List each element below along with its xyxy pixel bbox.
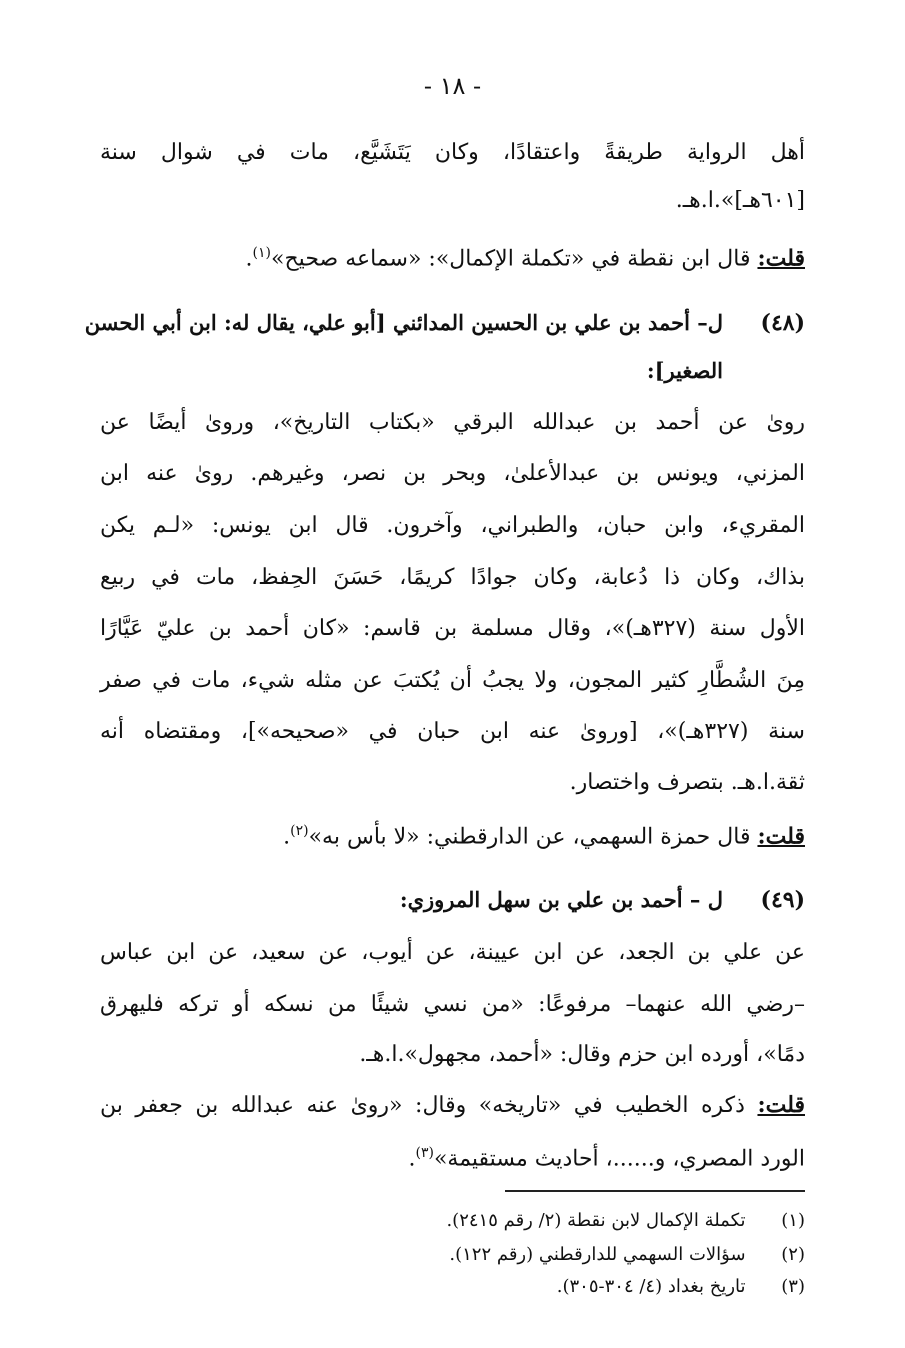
text-line: مِنَ الشُطَّارِ كثير المجون، ولا يجبُ أن يُكتبَ عن مثله شيء، مات في صفر (100, 668, 805, 693)
entry-heading: ل – أحمد بن علي بن سهل المروزي: (399, 887, 723, 912)
text-line: [٦٠١هـ]».ا.هـ. (675, 188, 805, 213)
footnote (100, 1208, 805, 1234)
page-number: - ١٨ - (423, 72, 482, 100)
text-line: المقريء، وابن حبان، والطبراني، وآخرون. قال ابن يونس: «لـم يكن (100, 513, 805, 538)
footnote-text: سؤالات السهمي للدارقطني (رقم ١٢٢). (449, 1244, 746, 1265)
footnote-separator (505, 1190, 805, 1192)
text-line (100, 1138, 805, 1174)
note-text: قال حمزة السهمي، عن الدارقطني: «لا بأس به» (308, 824, 758, 850)
footnote-ref: (٣) (415, 1145, 434, 1161)
entry-heading: ل– أحمد بن علي بن الحسين المدائني [أبو علي، يقال له: ابن أبي الحسن (84, 310, 723, 335)
text-line: أهل الرواية طريقةً واعتقادًا، وكان يَتَشَيَّع، مات في شوال سنة (100, 140, 805, 165)
footnote-number: (٢) (781, 1244, 805, 1265)
note-line (100, 816, 805, 852)
footnote-number: (٣) (781, 1276, 805, 1297)
note-line (100, 238, 805, 274)
text-line: روىٰ عن أحمد بن عبدالله البرقي «بكتاب التاريخ»، وروىٰ أيضًا عن (100, 410, 805, 435)
footnote-ref: (١) (252, 245, 272, 261)
text-line: المزني، ويونس بن عبدالأعلىٰ، وبحر بن نصر، وغيرهم. روىٰ عنه ابن (100, 461, 805, 486)
footnote (100, 1242, 805, 1268)
footnote (100, 1274, 805, 1300)
footnote-ref: (٢) (290, 823, 309, 839)
note-label: قلت: (757, 823, 805, 850)
text-end: . (408, 1146, 416, 1172)
text-line: الأول سنة (٣٢٧هـ)»، وقال مسلمة بن قاسم: «كان أحمد بن عليّ عَيَّارًا (100, 616, 805, 641)
note-end: . (283, 824, 291, 850)
note-label: قلت: (757, 245, 805, 272)
footnote-text: تاريخ بغداد (٤/ ٣٠٤-٣٠٥). (556, 1276, 746, 1297)
note-line (100, 1090, 805, 1121)
text-line: –رضي الله عنهما– مرفوعًا: «من نسي شيئًا من نسكه أو تركه فليهرق (100, 992, 805, 1017)
note-end: . (245, 246, 253, 272)
note-text: ذكره الخطيب في «تاريخه» وقال: «روىٰ عنه عبدالله بن جعفر بن (100, 1093, 758, 1118)
entry-number: (٤٨) (760, 310, 805, 336)
text-line: سنة (٣٢٧هـ)»، [وروىٰ عنه ابن حبان في «صحيحه»]، ومقتضاه أنه (100, 719, 805, 744)
text-line: دمًا»، أورده ابن حزم وقال: «أحمد، مجهول».ا.هـ. (359, 1042, 805, 1067)
entry-number: (٤٩) (760, 887, 805, 913)
text-line: بذاك، وكان ذا دُعابة، وكان جوادًا كريمًا، حَسَنَ الحِفظ، مات في ربيع (100, 565, 805, 590)
text-line: عن علي بن الجعد، عن ابن عيينة، عن أيوب، عن سعيد، عن ابن عباس (100, 940, 805, 965)
note-text: قال ابن نقطة في «تكملة الإكمال»: «سماعه صحيح» (271, 246, 758, 272)
text-span: الورد المصري، و......، أحاديث مستقيمة» (433, 1146, 805, 1172)
note-label: قلت: (757, 1092, 805, 1118)
footnote-number: (١) (781, 1210, 805, 1231)
footnote-text: تكملة الإكمال لابن نقطة (٢/ رقم ٢٤١٥). (446, 1210, 746, 1231)
entry-heading: الصغير]: (646, 358, 723, 383)
text-line: ثقة.ا.هـ. بتصرف واختصار. (569, 770, 805, 795)
